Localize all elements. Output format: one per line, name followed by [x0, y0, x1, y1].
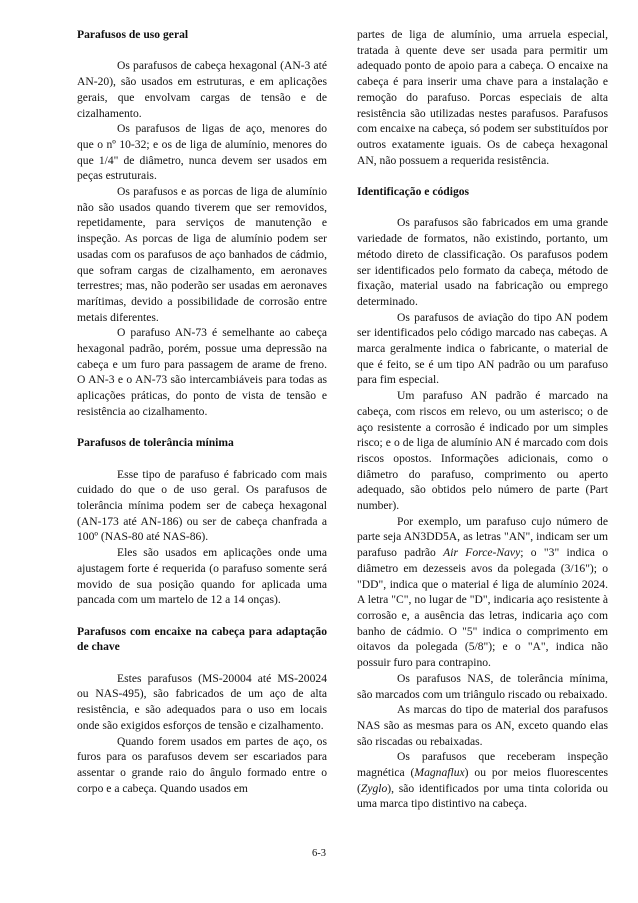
heading-identification-codes: Identificação e códigos: [357, 185, 470, 199]
paragraph: Os parafusos e as porcas de liga de alumínio não são usados quando tiverem que ser removidos, repetidamente, para serviços de manutenção e inspeção. As porcas de liga de alumínio podem ser usadas com os parafusos de aço banhados de cádmio, que sofram cargas de cizalhamento, em aeronaves terrestres; mas, não poderão ser usadas em aeronaves marítimas, devido a possibilidade de corrosão entre metais diferentes.: [77, 185, 327, 324]
text-span: Os parafusos que receberam inspeção magnética (: [357, 750, 608, 780]
text-span: ), são identificados por uma tinta colorida ou uma marca tipo distintivo na cabeça.: [357, 781, 608, 811]
italic-text: Air Force-Navy: [443, 546, 521, 560]
paragraph: O parafuso AN-73 é semelhante ao cabeça hexagonal padrão, porém, possue uma depressão na cabeça e um furo para passagem de arame de freno. O AN-3 e o AN-73 são intercambiáveis para todas as aplicações práticas, do ponto de vista de tensão e resistência ao cizalhamento.: [77, 326, 327, 418]
left-column: [77, 27, 327, 796]
page-number: 6-3: [312, 848, 326, 859]
right-column: [357, 27, 608, 812]
paragraph: partes de liga de alumínio, uma arruela especial, tratada à quente deve ser usada para permitir um adequado ponto de apoio para a cabeça. O encaixe na cabeça é para inserir uma chave para a instalação e remoção do parafuso. Porcas especiais de alta resistência são utilizadas nestes parafusos. Parafusos com encaixe na cabeça, só podem ser substituídos por outros exatamente iguais. Os de cabeça hexagonal AN, não possuem a requerida resistência.: [357, 28, 608, 167]
paragraph: As marcas do tipo de material dos parafusos NAS são as mesmas para os AN, exceto quando elas são riscadas ou rebaixadas.: [357, 703, 608, 748]
paragraph: Os parafusos NAS, de tolerância mínima, são marcados com um triângulo riscado ou rebaixado.: [357, 671, 608, 701]
paragraph: Eles são usados em aplicações onde uma ajustagem forte é requerida (o parafuso somente será movido de sua posição quando for aplicada uma pancada com um martelo de 12 a 14 onças).: [77, 546, 327, 607]
italic-text: Zyglo: [360, 781, 388, 795]
heading-general-bolts: Parafusos de uso geral: [77, 28, 189, 41]
paragraph: Estes parafusos (MS-20004 até MS-20024 ou NAS-495), são fabricados de um aço de alta resistência, e são adequados para o uso em locais onde são exigidos esforços de tensão e cizalhamento.: [77, 671, 327, 732]
paragraph: Esse tipo de parafuso é fabricado com mais cuidado do que o de uso geral. Os parafusos de tolerância mínima podem ser de cabeça hexagonal (AN-173 até AN-186) ou ser de cabeça chanfrada a 100º (NAS-80 até NAS-86).: [77, 467, 327, 544]
paragraph: Um parafuso AN padrão é marcado na cabeça, com riscos em relevo, ou um asterisco; o de aço resistente a corrosão é indicado por um simples risco; e o de liga de alumínio AN é marcado com dois riscos opostos. Informações adicionais, como o diâmetro do parafuso, comprimento ou aperto adequado, são obtidos pelo número de parte (Part number).: [357, 389, 608, 513]
paragraph: Os parafusos de cabeça hexagonal (AN-3 até AN-20), são usados em estruturas, e em aplicações gerais, que envolvam cargas de tensão e de cizalhamento.: [77, 59, 327, 120]
text-span: Por exemplo, um parafuso cujo número de parte seja AN3DD5A, as letras "AN", indicam ser um parafuso padrão: [357, 514, 608, 560]
text-span: ; o "3" indica o diâmetro em dezesseis avos da polegada (3/16"); o "DD", indica que o material é liga de alumínio 2024. A letra "C", no lugar de "D", indicaria aço resistente à corrosão e, a ausência das letras, indicaria aço com banho de cádmio. O "5" indica o comprimento em oitavos da polegada (5/8"); e o "A", indica não possuir furo para contrapino.: [357, 546, 608, 670]
paragraph: Os parafusos são fabricados em uma grande variedade de formatos, não existindo, portanto, um método direto de classificação. Os parafusos podem ser identificados pelo formato da cabeça, método de fixação, material usado na fabricação ou emprego determinado.: [357, 216, 608, 308]
heading-socket-head-bolts: Parafusos com encaixe na cabeça para adaptação de chave: [77, 624, 327, 654]
paragraph: Os parafusos de ligas de aço, menores do que o nº 10-32; e os de liga de alumínio, menores do que 1/4" de diâmetro, nunca devem ser usados em peças estruturais.: [77, 122, 327, 183]
italic-text: Magnaflux: [414, 766, 465, 780]
paragraph-part-number-example: [357, 514, 608, 671]
paragraph: Os parafusos de aviação do tipo AN podem ser identificados pelo código marcado nas cabeças. A marca geralmente indica o fabricante, o material de que é feito, se é um tipo AN padrão ou um parafuso para fim especial.: [357, 310, 608, 387]
heading-close-tolerance-bolts: Parafusos de tolerância mínima: [77, 436, 234, 450]
text-span: ) ou por meios fluorescentes (: [357, 766, 608, 795]
paragraph: Quando forem usados em partes de aço, os furos para os parafusos devem ser escariados para assentar o grande raio do ângulo formado entre o corpo e a cabeça. Quando usados em: [77, 734, 327, 795]
paragraph-inspection-marks: [357, 749, 608, 812]
